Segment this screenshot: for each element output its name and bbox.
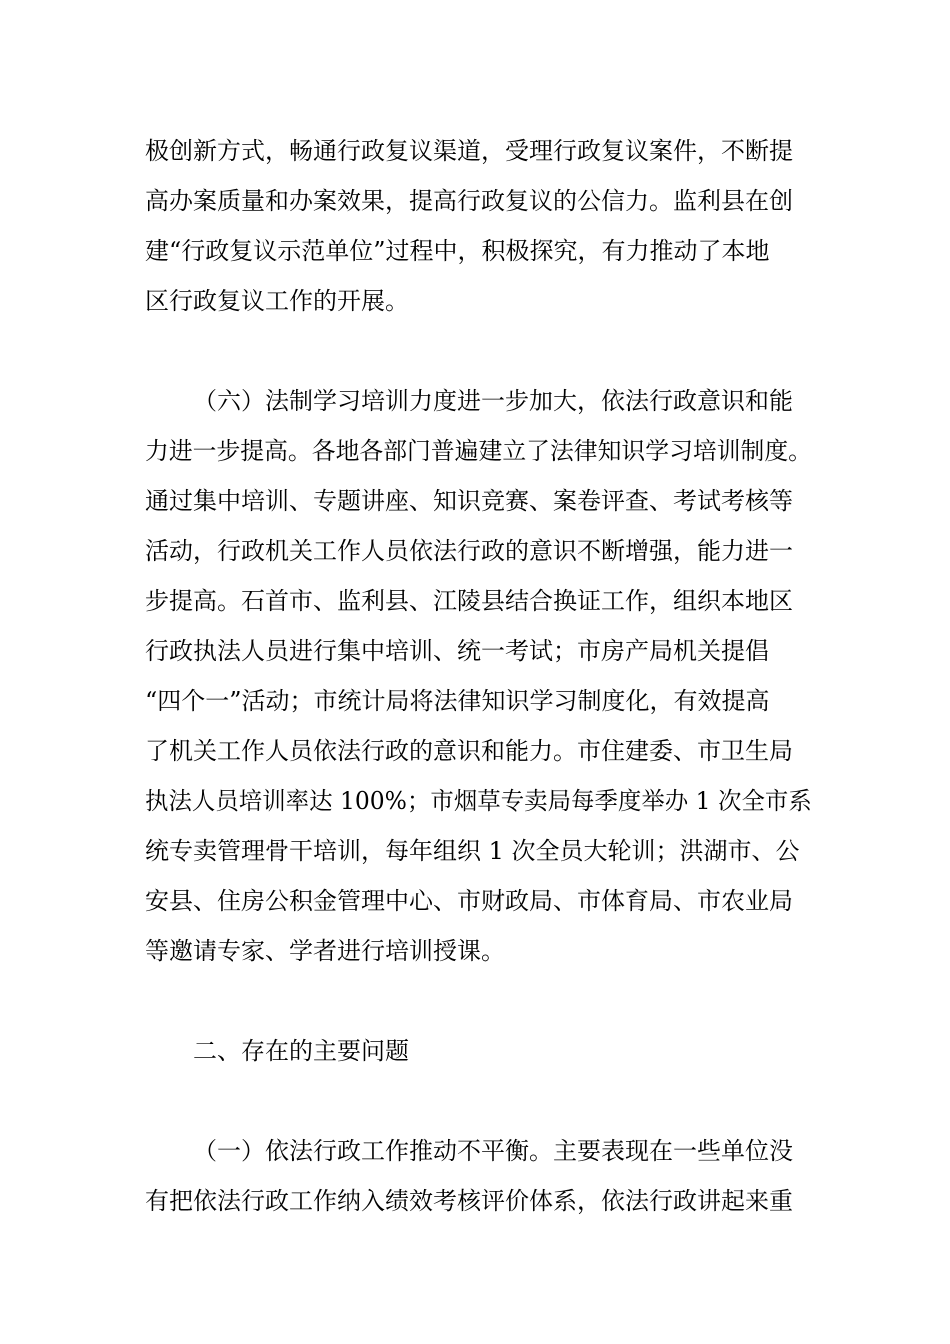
- paragraph-line: 力进一步提高。各地各部门普遍建立了法律知识学习培训制度。: [145, 437, 812, 465]
- paragraph-line: 等邀请专家、学者进行培训授课。: [145, 937, 505, 965]
- paragraph-line: 行政执法人员进行集中培训、统一考试；市房产局机关提倡: [145, 637, 769, 665]
- paragraph-line: 区行政复议工作的开展。: [145, 287, 409, 315]
- paragraph-line: 极创新方式，畅通行政复议渠道，受理行政复议案件，不断提: [145, 137, 793, 165]
- paragraph-line: 统专卖管理骨干培训，每年组织 1 次全员大轮训；洪湖市、公: [145, 837, 800, 865]
- section-heading-1: （一）依法行政工作推动不平衡。主要表现在一些单位没: [193, 1137, 793, 1165]
- paragraph-line: “四个一”活动；市统计局将法律知识学习制度化，有效提高: [145, 687, 770, 715]
- paragraph-line: 步提高。石首市、监利县、江陵县结合换证工作，组织本地区: [145, 587, 793, 615]
- chapter-heading: 二、存在的主要问题: [193, 1037, 409, 1065]
- paragraph-line: 了机关工作人员依法行政的意识和能力。市住建委、市卫生局: [145, 737, 793, 765]
- section-heading-6: （六）法制学习培训力度进一步加大，依法行政意识和能: [193, 387, 793, 415]
- paragraph-line: 通过集中培训、专题讲座、知识竞赛、案卷评查、考试考核等: [145, 487, 793, 515]
- paragraph-line: 安县、住房公积金管理中心、市财政局、市体育局、市农业局: [145, 887, 793, 915]
- paragraph-line: 高办案质量和办案效果，提高行政复议的公信力。监利县在创: [145, 187, 793, 215]
- paragraph-line: 活动，行政机关工作人员依法行政的意识不断增强，能力进一: [145, 537, 793, 565]
- paragraph-line: 建“行政复议示范单位”过程中，积极探究，有力推动了本地: [145, 237, 770, 265]
- paragraph-line: 有把依法行政工作纳入绩效考核评价体系，依法行政讲起来重: [145, 1187, 793, 1215]
- paragraph-line: 执法人员培训率达 100%；市烟草专卖局每季度举办 1 次全市系: [145, 787, 812, 815]
